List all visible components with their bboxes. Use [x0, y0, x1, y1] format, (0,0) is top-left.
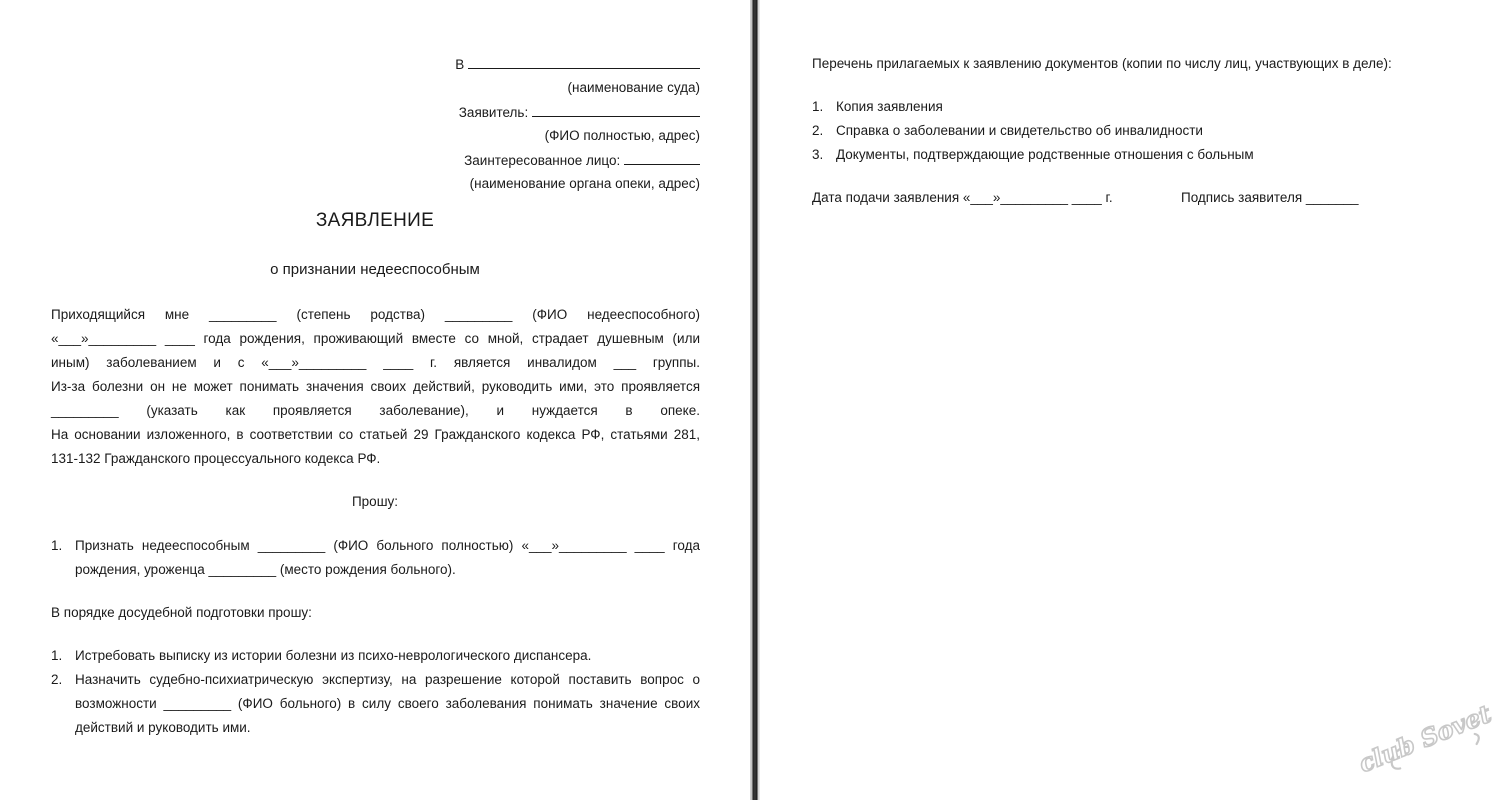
list-number: 1.: [51, 648, 63, 663]
applicant-label: Заявитель:: [458, 105, 529, 120]
watermark-text: club Sovet: [1354, 698, 1496, 779]
list-item: [51, 668, 700, 740]
court-label: В: [455, 57, 465, 72]
attachments-heading: Перечень прилагаемых к заявлению документов (копии по числу лиц, участвующих в деле):: [812, 56, 1392, 71]
body-line: Приходящийся мне _________ (степень родства) _________ (ФИО недееспособного): [51, 307, 700, 322]
list-line: Признать недееспособным _________ (ФИО больного полностью) «___»_________ ____ года: [75, 538, 700, 553]
body-line: «___»_________ ____ года рождения, проживающий вместе со мной, страдает душевным (или: [51, 331, 700, 346]
body-line: На основании изложенного, в соответствии со статьей 29 Гражданского кодекса РФ, статьями 281,: [51, 427, 700, 442]
body-line: 131-132 Гражданского процессуального кодекса РФ.: [51, 451, 381, 466]
court-line: [0, 56, 700, 72]
list-text: Справка о заболевании и свидетельство об инвалидности: [836, 123, 1203, 138]
list-item: [812, 119, 1452, 143]
right-page: [760, 0, 1504, 800]
list-line: возможности _________ (ФИО больного) в силу своего заболевания понимать значение своих: [75, 696, 700, 711]
club-sovet-watermark: [1354, 696, 1496, 779]
interested-label: Заинтересованное лицо:: [464, 153, 621, 168]
filing-date: Дата подачи заявления «___»_________ ____ г.: [812, 190, 1113, 205]
attachments-list: [812, 95, 1452, 167]
list-line: Назначить судебно-психиатрическую экспертизу, на разрешение которой поставить вопрос о: [75, 672, 700, 687]
body-paragraph: [51, 303, 700, 471]
interested-blank: [624, 152, 700, 165]
request-list: [51, 534, 700, 582]
pretrial-list: [51, 644, 700, 740]
list-number: 1.: [812, 99, 824, 114]
list-number: 2.: [51, 672, 63, 687]
document-title: ЗАЯВЛЕНИЕ: [315, 210, 435, 231]
applicant-blank: [532, 104, 700, 117]
document-subtitle: о признании недееспособным: [270, 261, 480, 278]
list-line: Истребовать выписку из истории болезни из психо-неврологического диспансера.: [75, 648, 592, 663]
list-text: Документы, подтверждающие родственные отношения с больным: [836, 147, 1254, 162]
list-line: рождения, уроженца _________ (место рождения больного).: [75, 562, 456, 577]
interested-line: [0, 152, 700, 168]
court-hint: (наименование суда): [567, 80, 700, 95]
list-item: [812, 95, 1452, 119]
applicant-signature: Подпись заявителя _______: [1181, 190, 1359, 205]
applicant-hint: (ФИО полностью, адрес): [544, 128, 700, 143]
list-item: [51, 644, 700, 668]
list-number: 3.: [812, 147, 824, 162]
list-item: [51, 534, 700, 582]
list-text: Копия заявления: [836, 99, 943, 114]
list-item: [812, 143, 1452, 167]
interested-hint: (наименование органа опеки, адрес): [469, 176, 700, 191]
request-heading: Прошу:: [351, 494, 399, 509]
list-number: 2.: [812, 123, 824, 138]
body-line: _________ (указать как проявляется заболевание), и нуждается в опеке.: [51, 403, 700, 418]
left-page: [0, 0, 750, 800]
page-divider: [750, 0, 760, 800]
body-line: Из-за болезни он не может понимать значения своих действий, руководить ими, это проявляется: [51, 379, 700, 394]
applicant-line: [0, 104, 700, 120]
list-line: действий и руководить ими.: [75, 720, 251, 735]
list-number: 1.: [51, 538, 63, 553]
pretrial-heading: В порядке досудебной подготовки прошу:: [51, 605, 312, 620]
court-blank: [468, 56, 700, 69]
body-line: иным) заболеванием и с «___»_________ ____ г. является инвалидом ___ группы.: [51, 355, 700, 370]
